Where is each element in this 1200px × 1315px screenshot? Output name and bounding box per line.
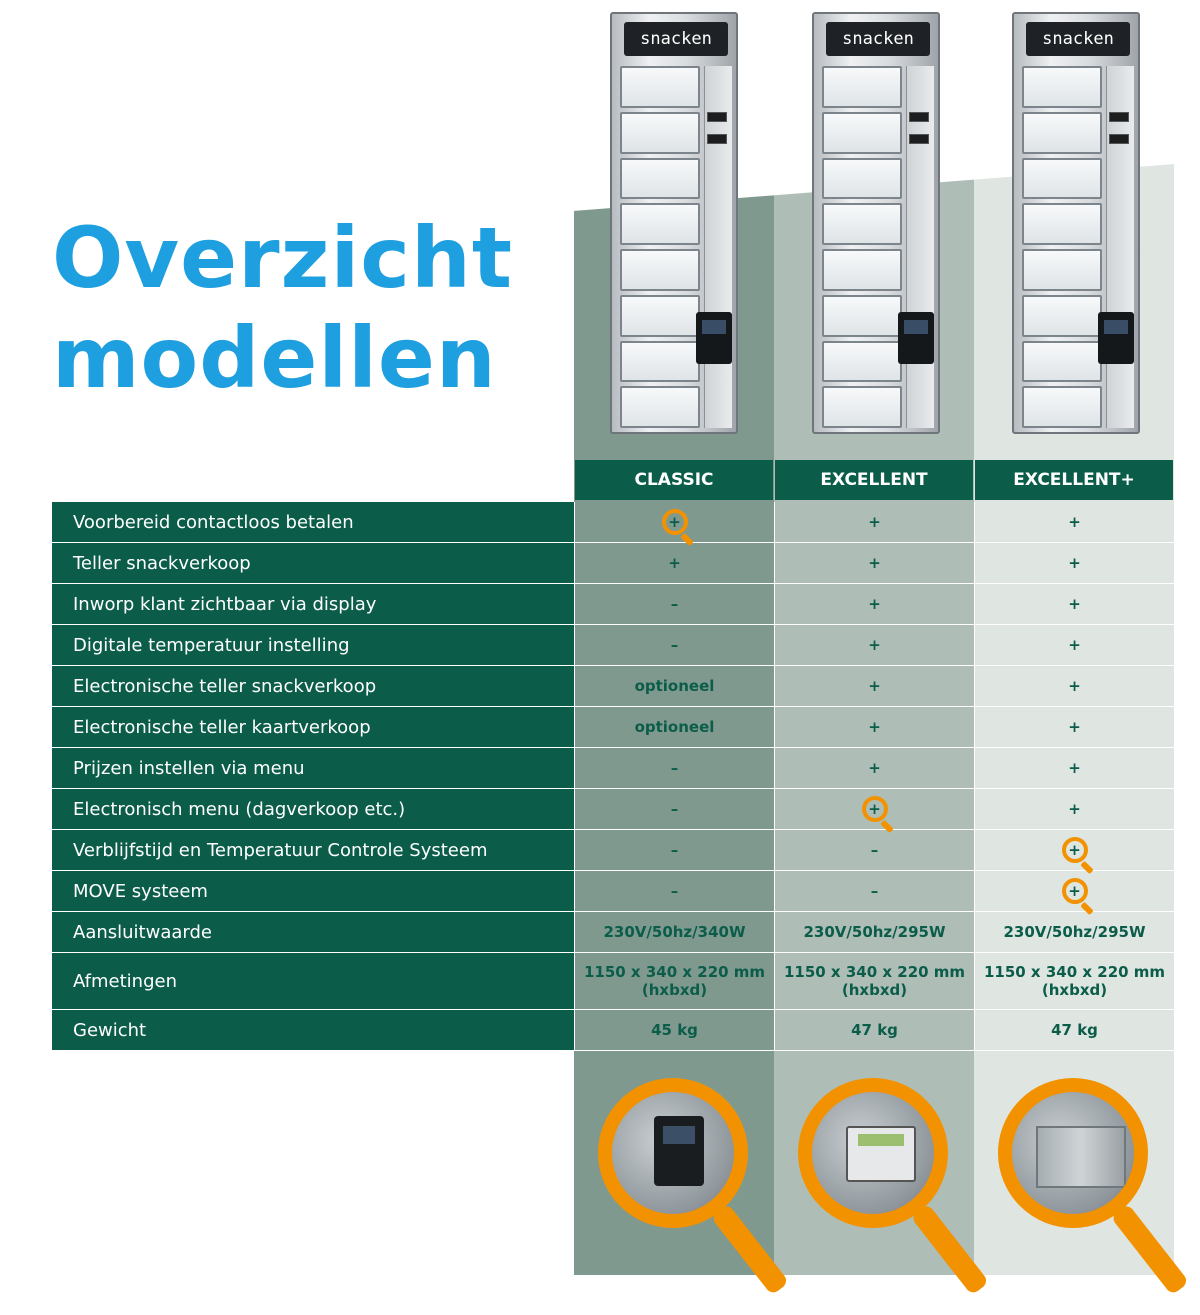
cell-excellent-plus: + bbox=[974, 789, 1174, 829]
cell-excellent: 47 kg bbox=[774, 1010, 974, 1050]
cell-classic: – bbox=[574, 871, 774, 911]
row-label: Digitale temperatuur instelling bbox=[52, 625, 574, 665]
machine-doors bbox=[822, 66, 902, 428]
magnifier-icon: + bbox=[662, 509, 688, 535]
machine-image-excellent-plus bbox=[1012, 12, 1140, 434]
row-label: Voorbereid contactloos betalen bbox=[52, 502, 574, 542]
magnifier-icon: + bbox=[1062, 878, 1088, 904]
cell-excellent-plus: + bbox=[974, 748, 1174, 788]
cell-excellent-plus: + bbox=[974, 543, 1174, 583]
machine-brand-label: snacken bbox=[624, 22, 728, 56]
row-label: Prijzen instellen via menu bbox=[52, 748, 574, 788]
cell-classic: optioneel bbox=[574, 707, 774, 747]
cell-classic: + bbox=[574, 543, 774, 583]
row-label: Aansluitwaarde bbox=[52, 912, 574, 952]
row-label: Electronische teller kaartverkoop bbox=[52, 707, 574, 747]
table-row bbox=[52, 789, 1174, 830]
cell-excellent-plus: + bbox=[974, 666, 1174, 706]
machine-display bbox=[909, 112, 929, 122]
table-row bbox=[52, 1010, 1174, 1051]
table-row bbox=[52, 625, 1174, 666]
comparison-table bbox=[52, 502, 1174, 1051]
cell-classic bbox=[574, 502, 774, 542]
payment-terminal bbox=[898, 312, 934, 364]
row-label: MOVE systeem bbox=[52, 871, 574, 911]
row-label: Electronische teller snackverkoop bbox=[52, 666, 574, 706]
cell-excellent-plus: + bbox=[974, 707, 1174, 747]
cell-excellent-plus: + bbox=[974, 584, 1174, 624]
row-label: Electronisch menu (dagverkoop etc.) bbox=[52, 789, 574, 829]
row-label: Gewicht bbox=[52, 1010, 574, 1050]
column-header-excellent-plus: EXCELLENT+ bbox=[975, 460, 1173, 500]
cell-classic: – bbox=[574, 789, 774, 829]
cell-excellent: + bbox=[774, 502, 974, 542]
machine-display bbox=[707, 112, 727, 122]
cell-excellent-plus: + bbox=[974, 502, 1174, 542]
cell-excellent-plus: 47 kg bbox=[974, 1010, 1174, 1050]
cell-excellent: + bbox=[774, 543, 974, 583]
machine-image-classic bbox=[610, 12, 738, 434]
cell-excellent: – bbox=[774, 830, 974, 870]
row-label: Afmetingen bbox=[52, 953, 574, 1009]
machine-display bbox=[707, 134, 727, 144]
magnifier-icon bbox=[598, 1078, 768, 1308]
magnifier-icon bbox=[798, 1078, 968, 1308]
table-row bbox=[52, 707, 1174, 748]
cell-excellent: 1150 x 340 x 220 mm (hxbxd) bbox=[774, 953, 974, 1009]
cell-classic: – bbox=[574, 748, 774, 788]
cell-excellent: + bbox=[774, 666, 974, 706]
column-header-classic: CLASSIC bbox=[575, 460, 773, 500]
cell-classic: optioneel bbox=[574, 666, 774, 706]
cell-excellent bbox=[774, 789, 974, 829]
machine-brand-label: snacken bbox=[1026, 22, 1130, 56]
title-line-1: Overzicht bbox=[52, 209, 513, 307]
cell-excellent: – bbox=[774, 871, 974, 911]
table-row bbox=[52, 871, 1174, 912]
cell-excellent: + bbox=[774, 584, 974, 624]
column-header-excellent: EXCELLENT bbox=[775, 460, 973, 500]
payment-terminal bbox=[696, 312, 732, 364]
row-label: Verblijfstijd en Temperatuur Controle Systeem bbox=[52, 830, 574, 870]
cell-excellent: 230V/50hz/295W bbox=[774, 912, 974, 952]
cell-excellent-plus: 1150 x 340 x 220 mm (hxbxd) bbox=[974, 953, 1174, 1009]
payment-terminal bbox=[1098, 312, 1134, 364]
magnifier-handle bbox=[1110, 1203, 1189, 1295]
table-row bbox=[52, 584, 1174, 625]
machine-display bbox=[909, 134, 929, 144]
page-title bbox=[52, 208, 513, 408]
table-row bbox=[52, 830, 1174, 871]
cell-excellent-plus bbox=[974, 830, 1174, 870]
cell-excellent-plus: + bbox=[974, 625, 1174, 665]
title-line-2: modellen bbox=[52, 309, 497, 407]
cell-excellent: + bbox=[774, 625, 974, 665]
cell-classic: 45 kg bbox=[574, 1010, 774, 1050]
cell-excellent: + bbox=[774, 748, 974, 788]
machine-image-excellent bbox=[812, 12, 940, 434]
machine-doors bbox=[1022, 66, 1102, 428]
magnifier-icon bbox=[998, 1078, 1168, 1308]
machine-display bbox=[1109, 134, 1129, 144]
cell-classic: – bbox=[574, 584, 774, 624]
cell-excellent-plus: 230V/50hz/295W bbox=[974, 912, 1174, 952]
table-row bbox=[52, 912, 1174, 953]
cell-excellent: + bbox=[774, 707, 974, 747]
table-row bbox=[52, 953, 1174, 1010]
row-label: Inworp klant zichtbaar via display bbox=[52, 584, 574, 624]
machine-doors bbox=[620, 66, 700, 428]
table-row bbox=[52, 502, 1174, 543]
magnifier-icon: + bbox=[862, 796, 888, 822]
machine-brand-label: snacken bbox=[826, 22, 930, 56]
machine-display bbox=[1109, 112, 1129, 122]
cell-classic: – bbox=[574, 830, 774, 870]
cell-excellent-plus bbox=[974, 871, 1174, 911]
table-row bbox=[52, 748, 1174, 789]
row-label: Teller snackverkoop bbox=[52, 543, 574, 583]
cell-classic: – bbox=[574, 625, 774, 665]
cell-classic: 1150 x 340 x 220 mm (hxbxd) bbox=[574, 953, 774, 1009]
table-row bbox=[52, 543, 1174, 584]
magnifier-icon: + bbox=[1062, 837, 1088, 863]
table-row bbox=[52, 666, 1174, 707]
cell-classic: 230V/50hz/340W bbox=[574, 912, 774, 952]
